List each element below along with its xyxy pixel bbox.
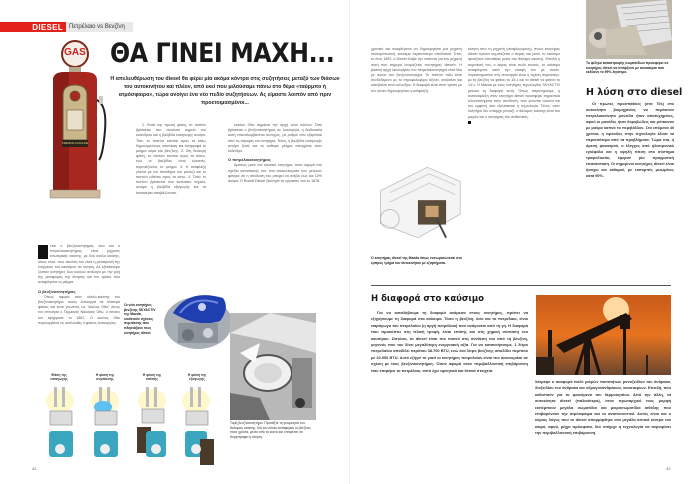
subheading-fuel-difference: Η διαφορά στο καύσιμο [371,294,484,304]
diesel-engine-caption: Ο κινητήρας diesel της Mazda όπως ενσωματώνεται στο εμπρός τμήμα του αυτοκινήτου με εξαρτήματα. [371,256,462,265]
right-page [350,0,700,484]
body-column-3 [228,123,322,250]
cutaway-caption: Τομή βενζινοκινητήρα. Προσέξτε τη γεωμετρία του θαλάμου καύσης, διά τον οποίο κατάφεραν οι βενζίνες τόσα χρόνια, μέσα από το κοινό και επιτρέπει να περιστραφεί η κίνηση. [230,421,311,439]
body-paragraph: Αμέσως μετά τον κλασικό κινητήρα, όσον αφορά στο σχέδιο κατασκευής του, στα αποτελέσματα των μελετών φάνηκε ότι η απόδοση του μπορεί να ανέβει έως και 10% ακόμα. Ο Rudolf Diesel ξεκίνησε τις εργασίες του το 1878. [228,163,322,184]
four-stroke-pistons [40,383,220,468]
stroke-label-intake: Φάση της εισαγωγής [50,373,68,381]
stroke-label-exhaust: Η φάση της εξαγωγής [187,373,207,381]
gas-pump-illustration [45,40,115,210]
engine-cutaway-image [230,313,316,420]
fuel-difference-text-1 [371,310,528,425]
section-label: DIESEL [32,22,63,32]
fuel-difference-text-2 [535,379,671,449]
body-column-2 [136,123,206,279]
right-body-column-1 [371,47,462,155]
particulate-filter-image [586,0,672,59]
body-paragraph: κύκλου Otto σημαίνει την αρχή νέου κύκλου. Όσο βρίσκεται ο βενζινοκινητήρας σε λειτουργία, η διαδικασία αυτή επαναλαμβάνεται συνεχώς, με ρυθμό που εξαρτάται από τις στροφές του κινητήρα. Τέλος, η βαλβίδα εισαγωγής ανοίγει ξανά και το καθαρό μείγμα εισέρχεται στον κύλινδρο. [228,123,322,154]
particulate-filter-caption: Το φίλτρο καταστροφής σωματιδίων προσφέρει σε κινητήρες diesel να υπάρξουν με καυσαέρια που εκλύουν το 99% λιγότερο. [586,61,669,75]
article-lead: Η απελευθέρωση του diesel θα φέρει μία ακόμα κόντρα στις συζητήσεις μεταξύ των θιάσων του αυτοκινήτου και πλέον, από εκεί που μιλούσαμε πάνω στο θέμα «ταύρμπο ή ατμόσφαιρα», τώρα ανοίγει ένα νέο πεδίο συζητήσεων. Ας είμαστε λοιπόν από πριν προετοιμασμένοι... [110,76,340,106]
body-paragraph: λάτρεψε ο αναφορά πολύ μικρών ποσοτήτων μονοξειδίου του άνθρακα, διοξειδίου του άνθρακα και υδρογονανθράκων, καυσαερίων. Επειδή, που καθιστούν για το φαινόμενο του θερμοκηπίου. Από την άλλη, τα αυτοκίνητα diesel (παλαιότερα), στον πρωταρχικό τους μορφή εκπέμπουν μεγάλα σωματίδια και μικροσωματίδια αιθάλης που επιβαρύνουν την ατμόσφαιρα και το αναπνευστικό. Αυτός είναι και ο κύριος λόγος που το diesel απορρίφθηκε στα μεγάλα αστικά κέντρα τον καιρό, αφού, μέχρι πρόσφατα, δεν υπήρχε η τεχνολογία να περιορίσει την περιβαλλοντική επιβάρυνση. [535,379,671,436]
skyactiv-caption: Οι νέοι κινητήρες βενζίνης SKYACTIV της Mazda, υιοθετούν σχέσεις συμπίεσης που πλησιάζουν τους κινητήρες diesel. [124,303,156,335]
oil-pumpjack-image [536,295,671,375]
body-paragraph: 1. Κατά την πρώτη φάση, το πιστόνι βρίσκεται στο ανώτατο σημείο του κυλίνδρου και η βαλβίδα εισαγωγής ανοίγει. Τότε, το πιστόνι κινείται προς τα κάτω δημιουργώντας υποπίεση και αναρροφά το μείγμα αέρα και βενζίνης. 2. Στη δεύτερη φάση, το πιστόνι κινείται προς τα πάνω, ενώ οι βαλβίδες είναι κλειστές, συμπιέζοντας το μείγμα. 3. Η ανάφλεξη γίνεται με τον σπινθήρα του μπουζί και το πιστόνι ωθείται προς τα κάτω. 4. Όταν το πιστόνι βρίσκεται στο κατώτατο σημείο, ανοίγει η βαλβίδα εξαγωγής και τα καυσαέρια αποβάλλονται. [136,123,206,195]
right-body-column-2 [468,47,560,257]
body-paragraph: Για να καταλάβουμε τη διαφορά ανάμεσα στους κινητήρες, πρέπει να εξηγήσουμε τη διαφορά στα καύσιμα. Τόσο η βενζίνη, όσο και το πετρέλαιο, είναι παράγωγα του πετρελαίου (η αργή πετρέλαιο) που ανάγονται από τη γη. Η διαφορά που προκύπτει στη τελική τροφή, είναι επίσης και στη χημική σύσταση του καυσίμου. Ωστόσο, το diesel είναι πιο πυκνό στη σύνθεση του από τη βενζίνη, γεγονός που του δίνει μεγαλύτερη ενεργειακή αξία. Για να κατανοήσουμε, 1 λίτρο πετρελαίου αποδίδει περίπου 38.700 BTU, ενώ ένα λίτρο βενζίνης αποδίδει περίπου με 32.000 BTU. Αυτό εξηγεί το γιατί οι κινητήρες πετρελαίου είναι πιο οικονομικοί σε σχέση με τους βενζινοκινητήρες. Όσον αφορά στον περιβαλλοντική επιβάρυνση που επιφέρει το πετρέλαιο, αυτό έχει αρνητικά και θετικά στοιχεία. [371,310,528,373]
subheading-diesel-solution: Η λύση στο diesel [586,87,683,98]
section-subtitle: Πετρέλαιο vs Βενζίνη [66,22,133,32]
article-title: ΘΑ ΓΙΝΕΙ ΜΑΧΗ... [110,38,335,69]
stroke-label-compression: Η φάση της συμπίεσης [95,373,115,381]
pump-sign-text: GAS [64,47,86,58]
drop-cap [38,245,48,259]
skyactiv-engine-image [158,283,233,353]
piston-exhaust [182,387,214,465]
diesel-engine-image [371,160,463,245]
end-mark [468,121,471,124]
diesel-solution-text [586,101,674,269]
subheading-petrol-engine: Ο βενζινοκινητήρας [38,288,76,294]
page-number-right: 43 [666,466,671,471]
stroke-label-combustion: Η φάση της καύσης [142,373,162,381]
body-paragraph: Όπως αφορά στον κύκλο-καύσης του βενζινοκινητήρα, αυτός λειτουργεί σε τέσσερα φάσεις και είναι γνωστός ως "κύκλος Otto" όπως τον επινόησε ο Γερμανός Νικόλαος Otto, ο οποίος τον εφήρμοσε το 1867. Ο κύκλος Otto περιλαμβάνει τις ακόλουθες 4 φάσεις λειτουργίας. [38,294,120,325]
page-number-left: 42 [32,466,37,471]
section-divider [371,285,671,286]
piston-compression [91,387,119,457]
piston-intake [46,387,74,457]
section-tag [0,22,66,32]
gas-pump-image [45,40,115,210]
body-paragraph: Οι πρώτες προσπάθειες (στα 70s) στο αυτοκίνητο βιομηχανίας να περάσουν πετρελαιοκίνητα μοντέλα ήταν αποτυχημένες, αφού οι μονάδες ήταν θορυβώδεις και ρύπαιναν με μαύρο καπνό το περιβάλλον. Στα επόμενα 40 χρόνια, η πρόοδος στην τεχνολογία έλυσε τα περισσότερα από τα προβλήματα. Τώρα πια, η άμεση ψεκασμού, ο έλεγχος από ηλεκτρονικό εγκέφαλο και η υψηλή πίεση στο σύστημα τροφοδοσίας έφεραν μία πραγματική επανάσταση. Οι σημερινοί κινητήρες diesel είναι ήσυχοι και καθαροί, με εκπομπές μειωμένες κατά 90%. [586,102,674,178]
subheading-diesel-engine: Ο πετρελαιοκινητήρας [228,157,271,163]
pump-plate-text: PREMIUM GASOLINE [62,142,88,145]
piston-combustion [137,387,166,457]
body-paragraph: χρονικό και αναφλέγεται να δημιουργήσει μία μηχανή ισοσυμπτωτική, καύσιμα περισσότερο αποδοτικά. Έτσι, το έτος 1892, ο Diesel έλαβε την πατέντα για την μηχανή αυτή που σήμερα ονομάζεται «κινητήρας diesel». Η βασική αρχή λειτουργίας του πετρελαιοκινητήρα είναι ίδια με αυτού του βενζινοκινητήρα. Το πιστόνι πάλι είναι συνδεδεμένο με το στροφαλοφόρο άξονα, ανεβαίνει και κατεβαίνει στον κύλινδρο. Η διαφορά είναι στον τρόπο με τον οποίο δημιουργείται η ανάφλεξη. [371,47,462,93]
body-column-1 [38,244,120,358]
intro-paragraph: ετσι ο βενζινοκινητήρας όσο και ο πετρελαιοκινητήρας, είναι μηχανές εσωτερικής καύσης, με δυο κύκλο καύσης, όπως είναι, πως σκοπός του είναι η μετατροπή της ενέργειας του καυσίμου σε κίνηση. Ας εξετάσουμε λοιπόν κινητήρες δυο κύκλου ανάλογα με την ροή της μεταφοράς της κίνησης και τον τρόπο που αναφλέγεται το μείγμα. [38,244,120,285]
body-paragraph: κίνηση από τη μηχανή (αναφλεγόμενη), στους κινητήρες diesel πρώτα συμπιέζεται ο αέρας και μετά, το καύσιμο ψεκάζεται απευθείας μέσα στο θάλαμο καύσης. Επειδή η συμπίεσή του, ο αέρας είναι πολύ καυτός, το καύσιμο αναφλέγεται κατά την επαφή του με αυτόν. Χαρακτηριστικό στη λειτουργία είναι η σχέση συμπίεσης: με τη βενζίνη να φτάνει το 10:1 και το diesel να φτάνει το 14:1. Η Mazda με τους κινητήρες τεχνολογίας SKYACTIV μείωσε τη διαφορά αυτή. Όπως παρατηρούμε, η αυτανάφλεξη στον κινητήρα diesel προσφέρει σημαντικά πλεονεκτήματα στην απόδοση, που γίνονται ολοένα και πιο εμφανή όσο εξελίσσεται η τεχνολογία. Τέλος, στον κινητήρα δεν υπάρχει μπουζί, ο θάλαμος καύσης είναι πιο μικρός και ο κινητήρας πιο ανθεκτικός. [468,47,560,119]
section-header [0,22,133,32]
